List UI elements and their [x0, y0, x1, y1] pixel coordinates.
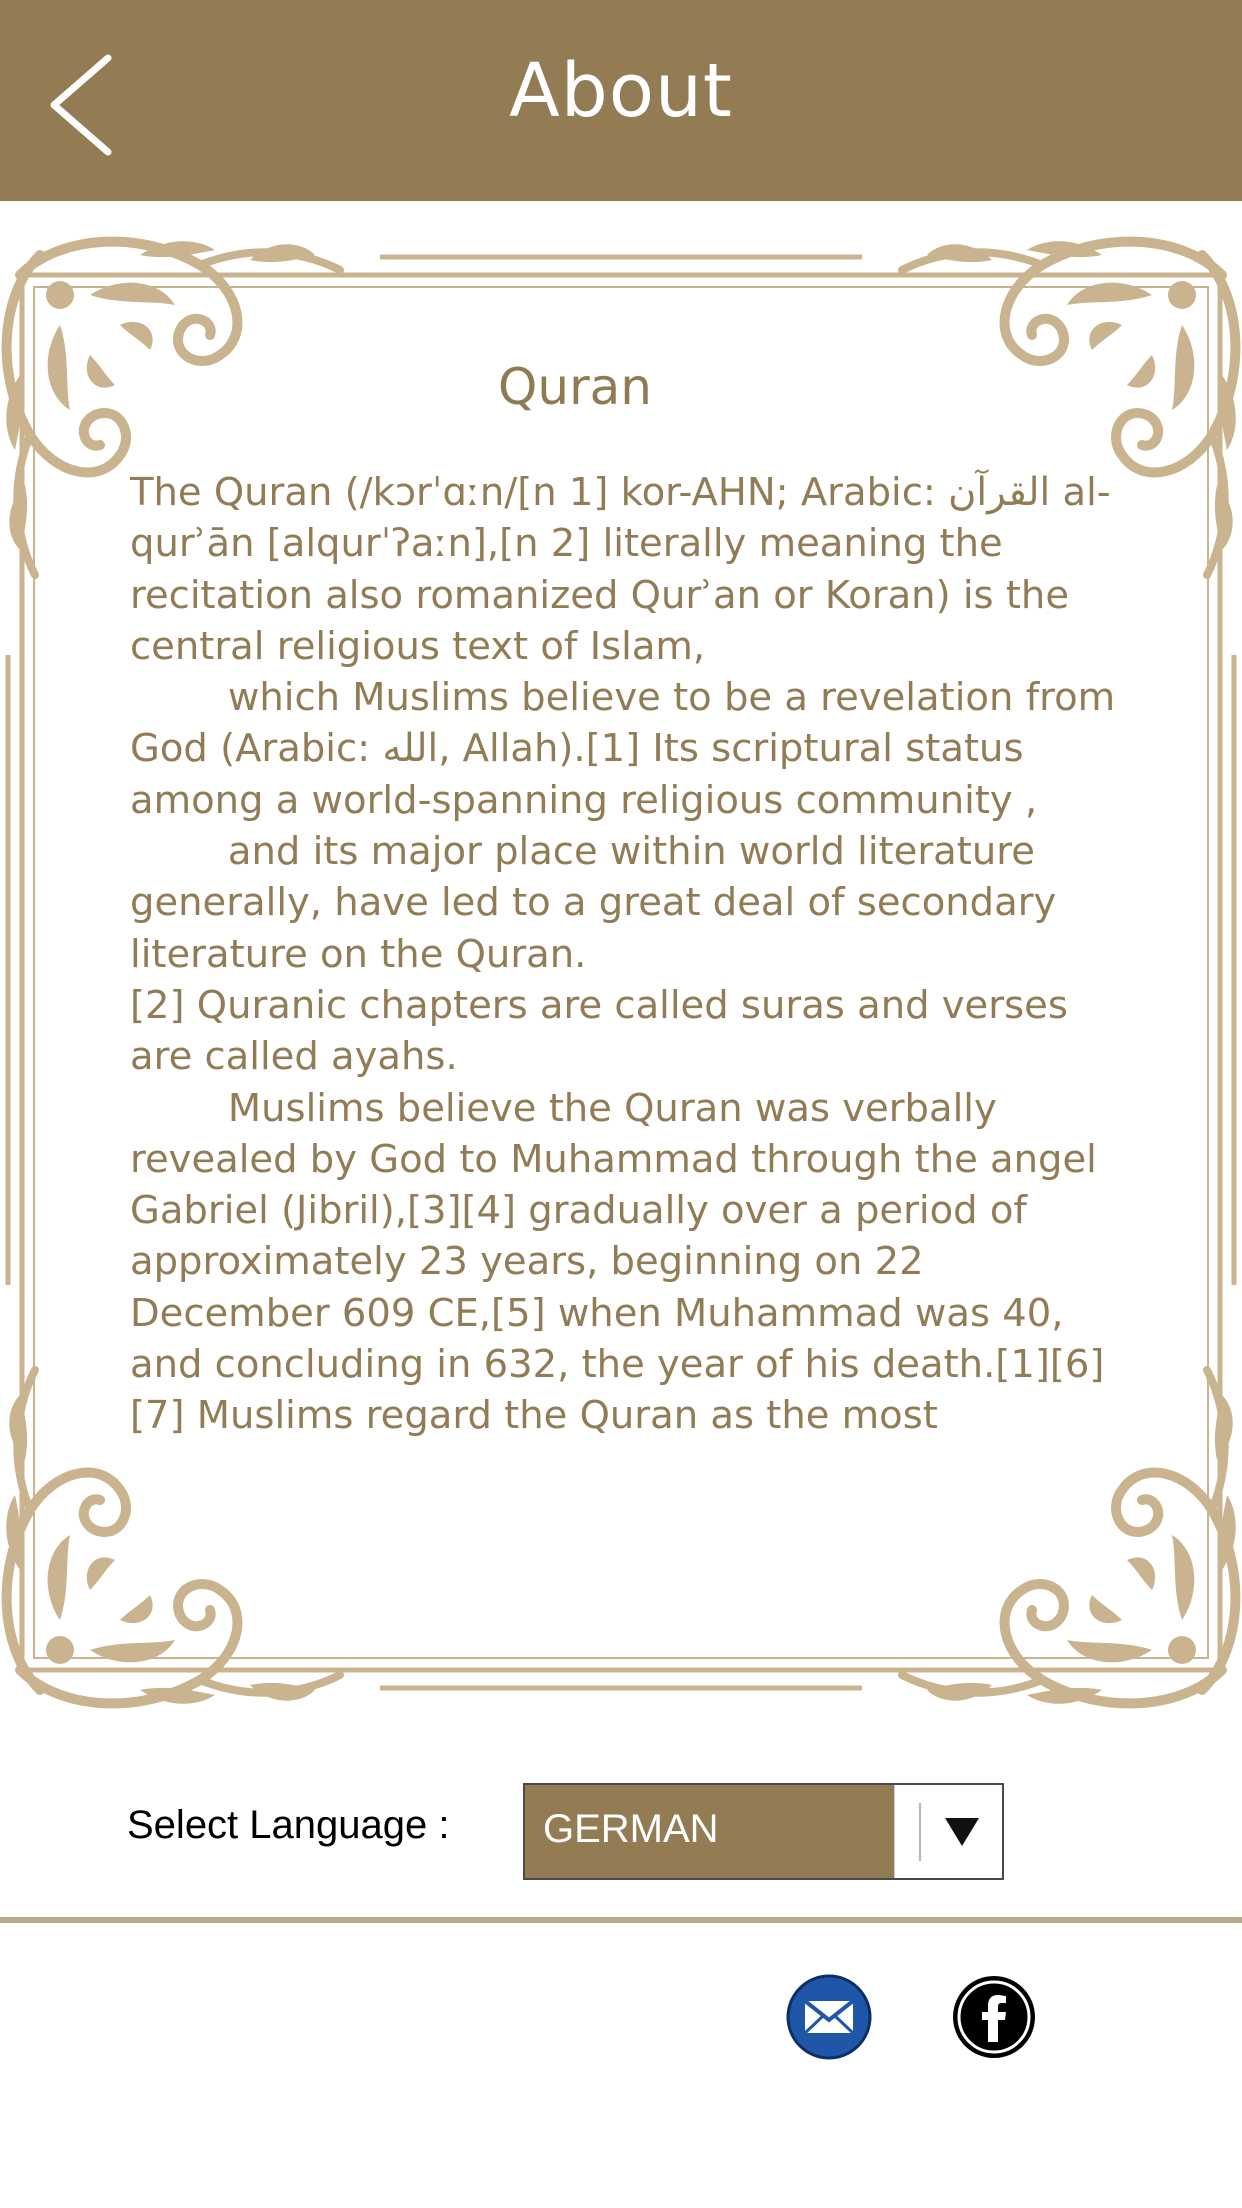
app-header: [0, 0, 1242, 201]
language-dropdown[interactable]: [523, 1783, 1004, 1880]
dropdown-toggle[interactable]: [894, 1785, 1002, 1878]
triangle-down-icon: [945, 1818, 979, 1846]
language-selected-value: GERMAN: [543, 1807, 719, 1851]
dropdown-separator: [919, 1803, 921, 1861]
content-title: Quran: [498, 358, 652, 416]
facebook-icon: [951, 1974, 1037, 2060]
select-language-label: Select Language :: [127, 1803, 450, 1847]
page-title: About: [509, 48, 733, 134]
facebook-button[interactable]: [951, 1974, 1037, 2060]
email-button[interactable]: [786, 1974, 872, 2060]
mail-icon: [786, 1974, 872, 2060]
divider: [0, 1917, 1242, 1923]
about-text: The Quran (/kɔrˈɑːn/[n 1] kor-AHN; Arabic: القرآن al-qurʾān [alqurˈʔaːn],[n 2] literally meaning the recitation also romanized Qurʾan or Koran) is the central religious text of Islam, which Muslims believe to be a revelation from God (Arabic: الله, Allah).[1] Its scriptural status among a world-spanning religious community , and its major place within world literature generally, have led to a great deal of secondary literature on the Quran. [2] Quranic chapters are called suras and verses are called ayahs. Muslims believe the Quran was verbally revealed by God to Muhammad through the angel Gabriel (Jibril),[3][4] gradually over a period of approximately 23 years, beginning on 22 December 609 CE,[5] when Muhammad was 40, and concluding in 632, the year of his death.[1][6][7] Muslims regard the Quran as the most: [130, 470, 1116, 1439]
